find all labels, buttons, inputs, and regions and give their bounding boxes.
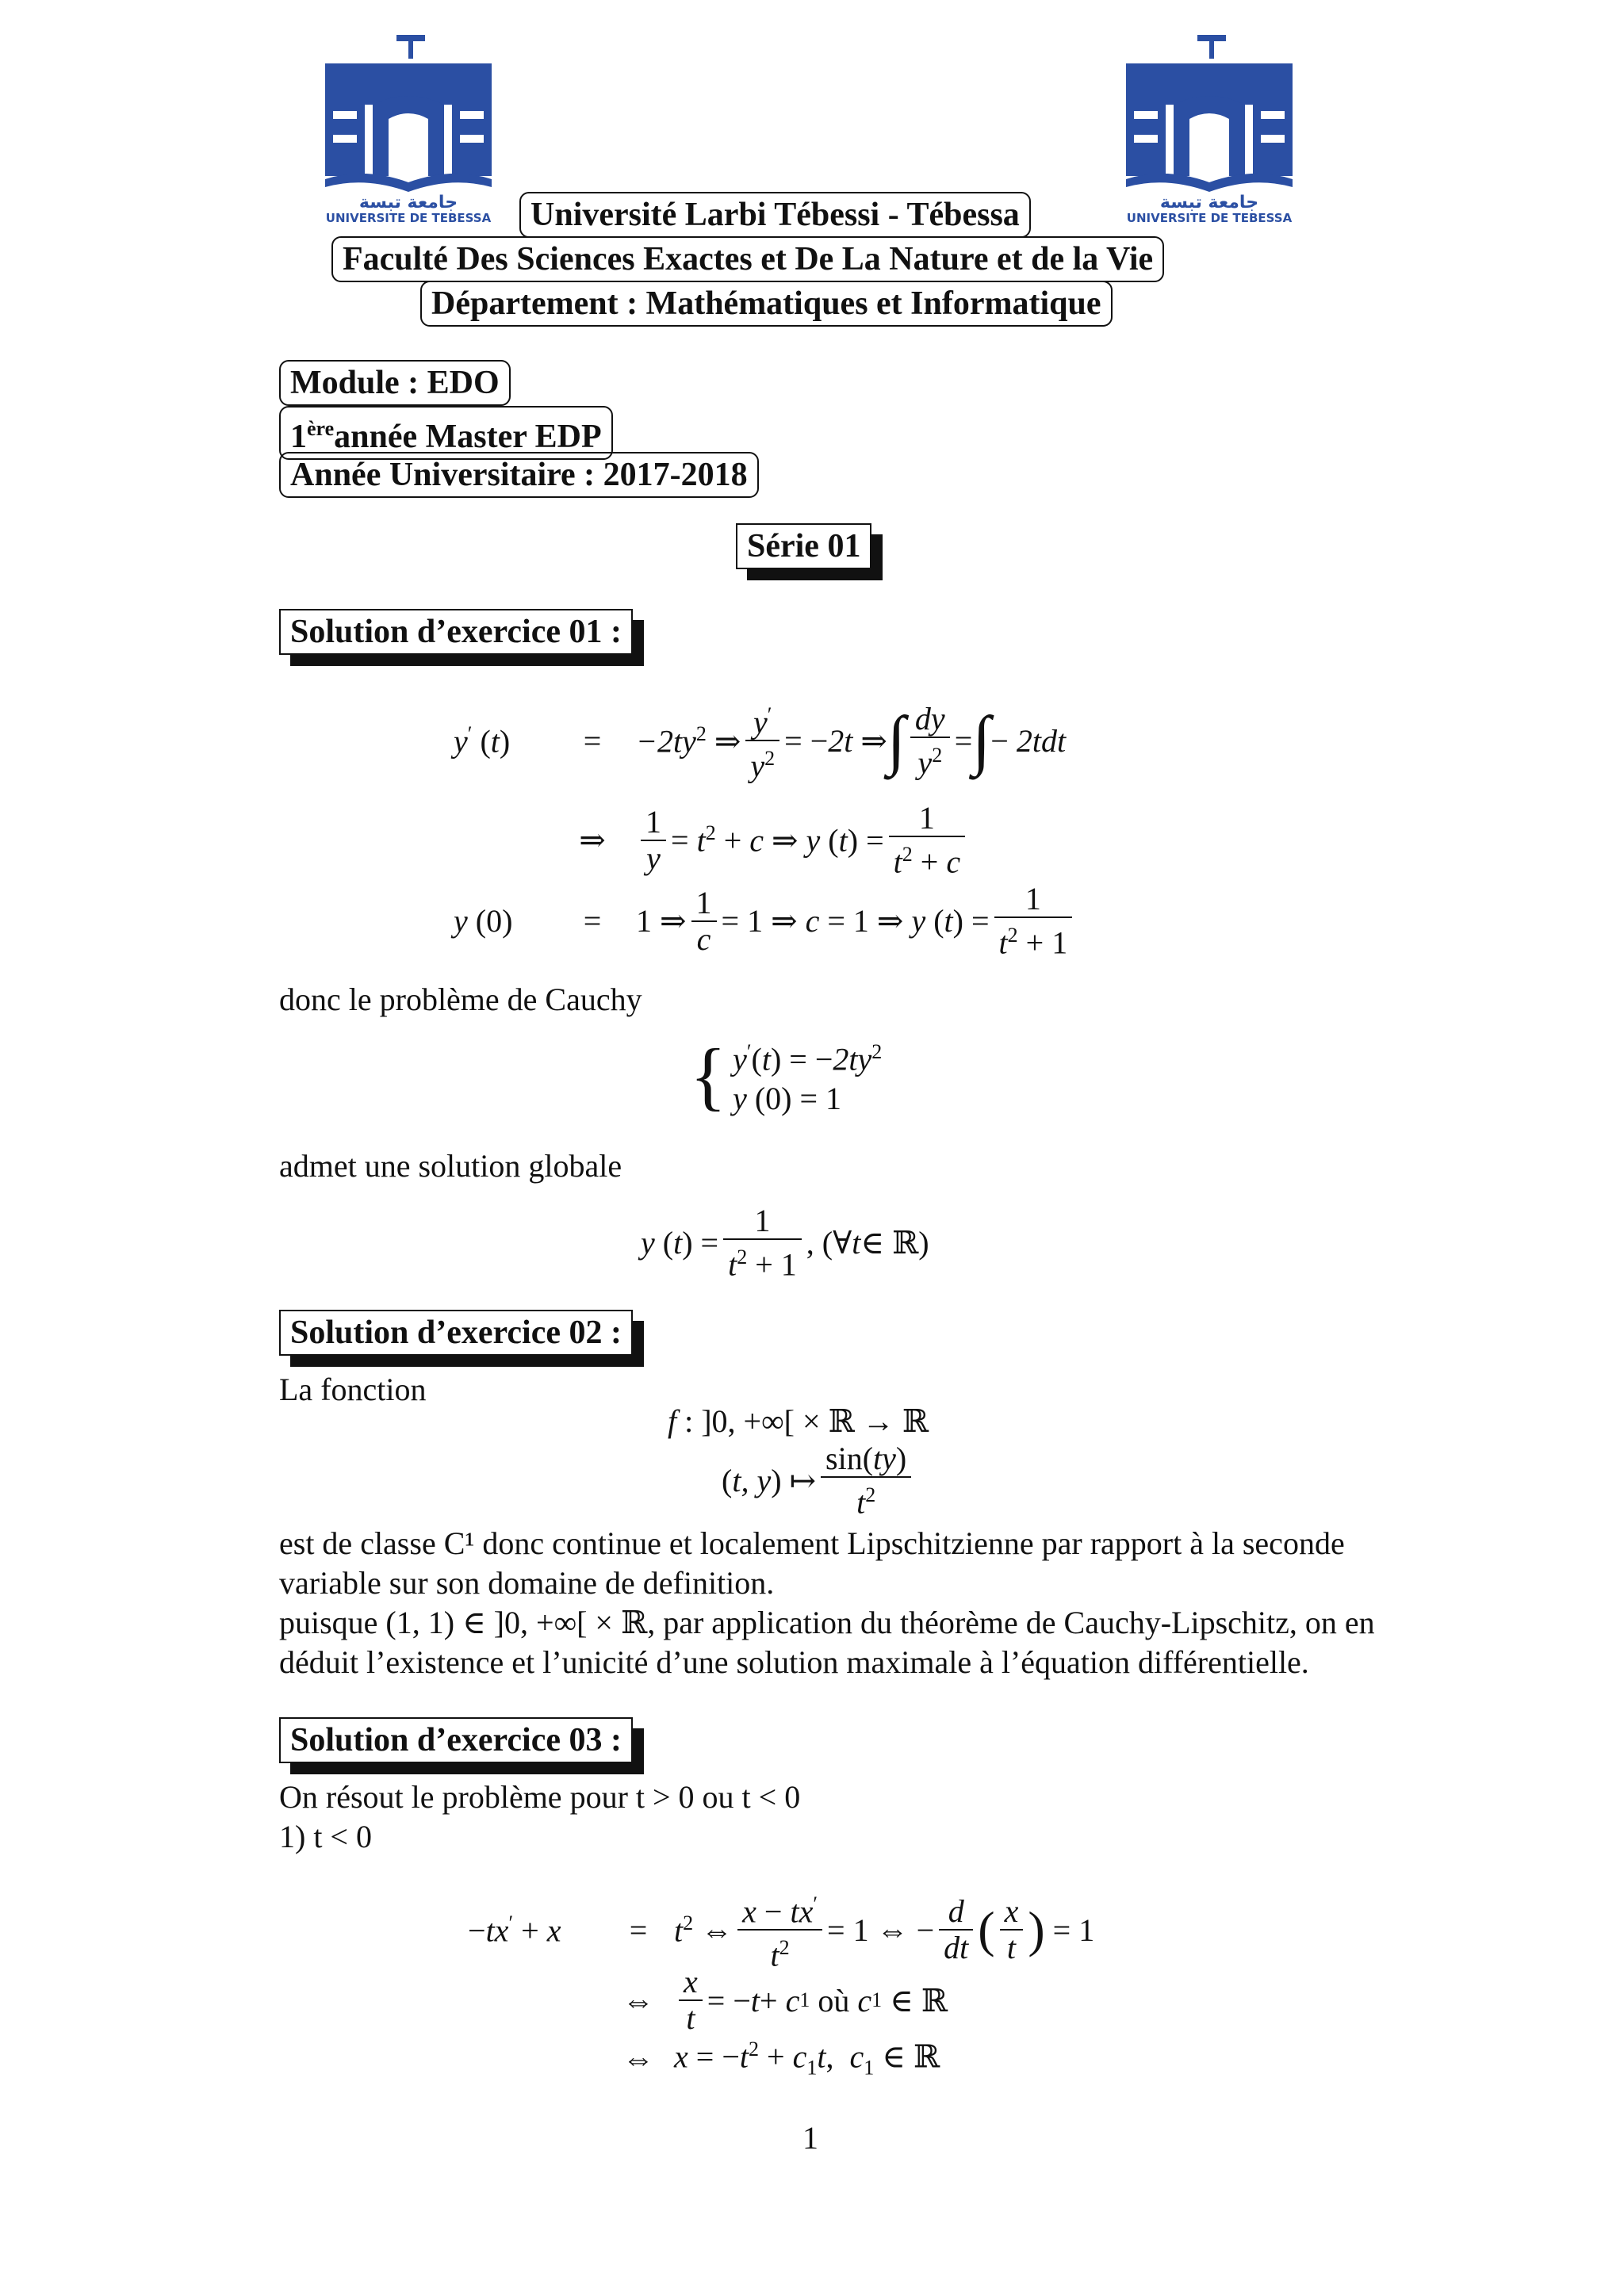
ex1-cauchy-system: { $y'(t) = -2ty^2$ y (0) = 1 <box>690 1032 883 1118</box>
ex1-eq-line3: y (0) = 1 ⇒ $\frac{1}{c}$ = 1 ⇒ c = 1 ⇒ y (t) = $\frac{1}{t^2 + 1}$ <box>454 882 1077 960</box>
exercise-03-title: Solution d’exercice 03 : <box>279 1717 633 1763</box>
university-name: Université Larbi Tébessi - Tébessa <box>519 192 1031 238</box>
ex1-eq-line2: ⇒ $\frac{1}{y}$ = $t^2 + c$ ⇒ y (t) = $\frac{1}{t^2 + c}$ <box>454 801 970 879</box>
ex1-global-solution: y (t) = $\frac{1}{t^2 + 1}$ , (∀ t ∈ ℝ) <box>641 1203 929 1283</box>
exercise-01-title: Solution d’exercice 01 : <box>279 609 633 655</box>
module-label: Module : EDO <box>279 360 511 406</box>
year-label: 1èreannée Master EDP <box>279 406 613 460</box>
logo-caption-fr: UNIVERSITE DE TEBESSA <box>325 211 492 222</box>
logo-caption-ar: جامعة تبسة <box>358 193 458 212</box>
logo-caption-fr: UNIVERSITE DE TEBESSA <box>1126 211 1293 222</box>
ex3-eq-line3: ⇔ $x = -t^2 + c_1t$, $c_1$ ∈ ℝ <box>622 2038 940 2080</box>
ex3-eq-line1: −tx′ + x = $t^2$ ⇔ $\frac{x - tx'}{t^2}$ = 1 ⇔ − $\frac{d}{dt}$ ( $\frac{x}{t}$ ) = 1 <box>468 1887 1094 1973</box>
ex1-text-global: admet une solution globale <box>279 1148 622 1184</box>
serie-title: Série 01 <box>736 523 871 569</box>
ex1-eq-line1: y′ (t) = $-2ty^2$ ⇒ $\frac{y'}{y^2}$ = − 2t ⇒ ∫ $\frac{dy}{y^2}$ = ∫ − 2tdt <box>454 698 1066 784</box>
department-name: Département : Mathématiques et Informatique <box>420 281 1113 327</box>
ex2-para1: est de classe C¹ donc continue et localement Lipschitzienne par rapport à la seconde variable sur son domaine de definition. <box>279 1525 1345 1601</box>
ex3-eq-line2: ⇔ $\frac{x}{t}$ = − t + c 1 où c 1 ∈ ℝ <box>622 1964 948 2036</box>
ex2-intro: La fonction <box>279 1372 427 1407</box>
exercise-02-title: Solution d’exercice 02 : <box>279 1310 633 1356</box>
university-logo-left <box>317 32 500 222</box>
page-number: 1 <box>802 2120 818 2156</box>
ex2-function-def: f : ]0, +∞[ × ℝ → ℝ (t, y) ↦ $\frac{\sin(ty)}{t^2}$ <box>668 1403 929 1521</box>
university-logo-right <box>1118 32 1300 222</box>
faculty-name: Faculté Des Sciences Exactes et De La Nature et de la Vie <box>331 236 1164 282</box>
logo-caption-ar: جامعة تبسة <box>1159 193 1259 212</box>
ex3-intro: On résout le problème pour t > 0 ou t < 0 <box>279 1779 801 1815</box>
ex1-text-cauchy: donc le problème de Cauchy <box>279 982 642 1017</box>
ex2-para2: puisque (1, 1) ∈ ]0, +∞[ × ℝ, par application du théorème de Cauchy-Lipschitz, on en déduit l’existence et l’unicité d’une solution maximale à l’équation différentielle. <box>279 1605 1375 1680</box>
ex3-case1: 1) t < 0 <box>279 1819 372 1854</box>
academic-year-label: Année Universitaire : 2017-2018 <box>279 452 759 498</box>
